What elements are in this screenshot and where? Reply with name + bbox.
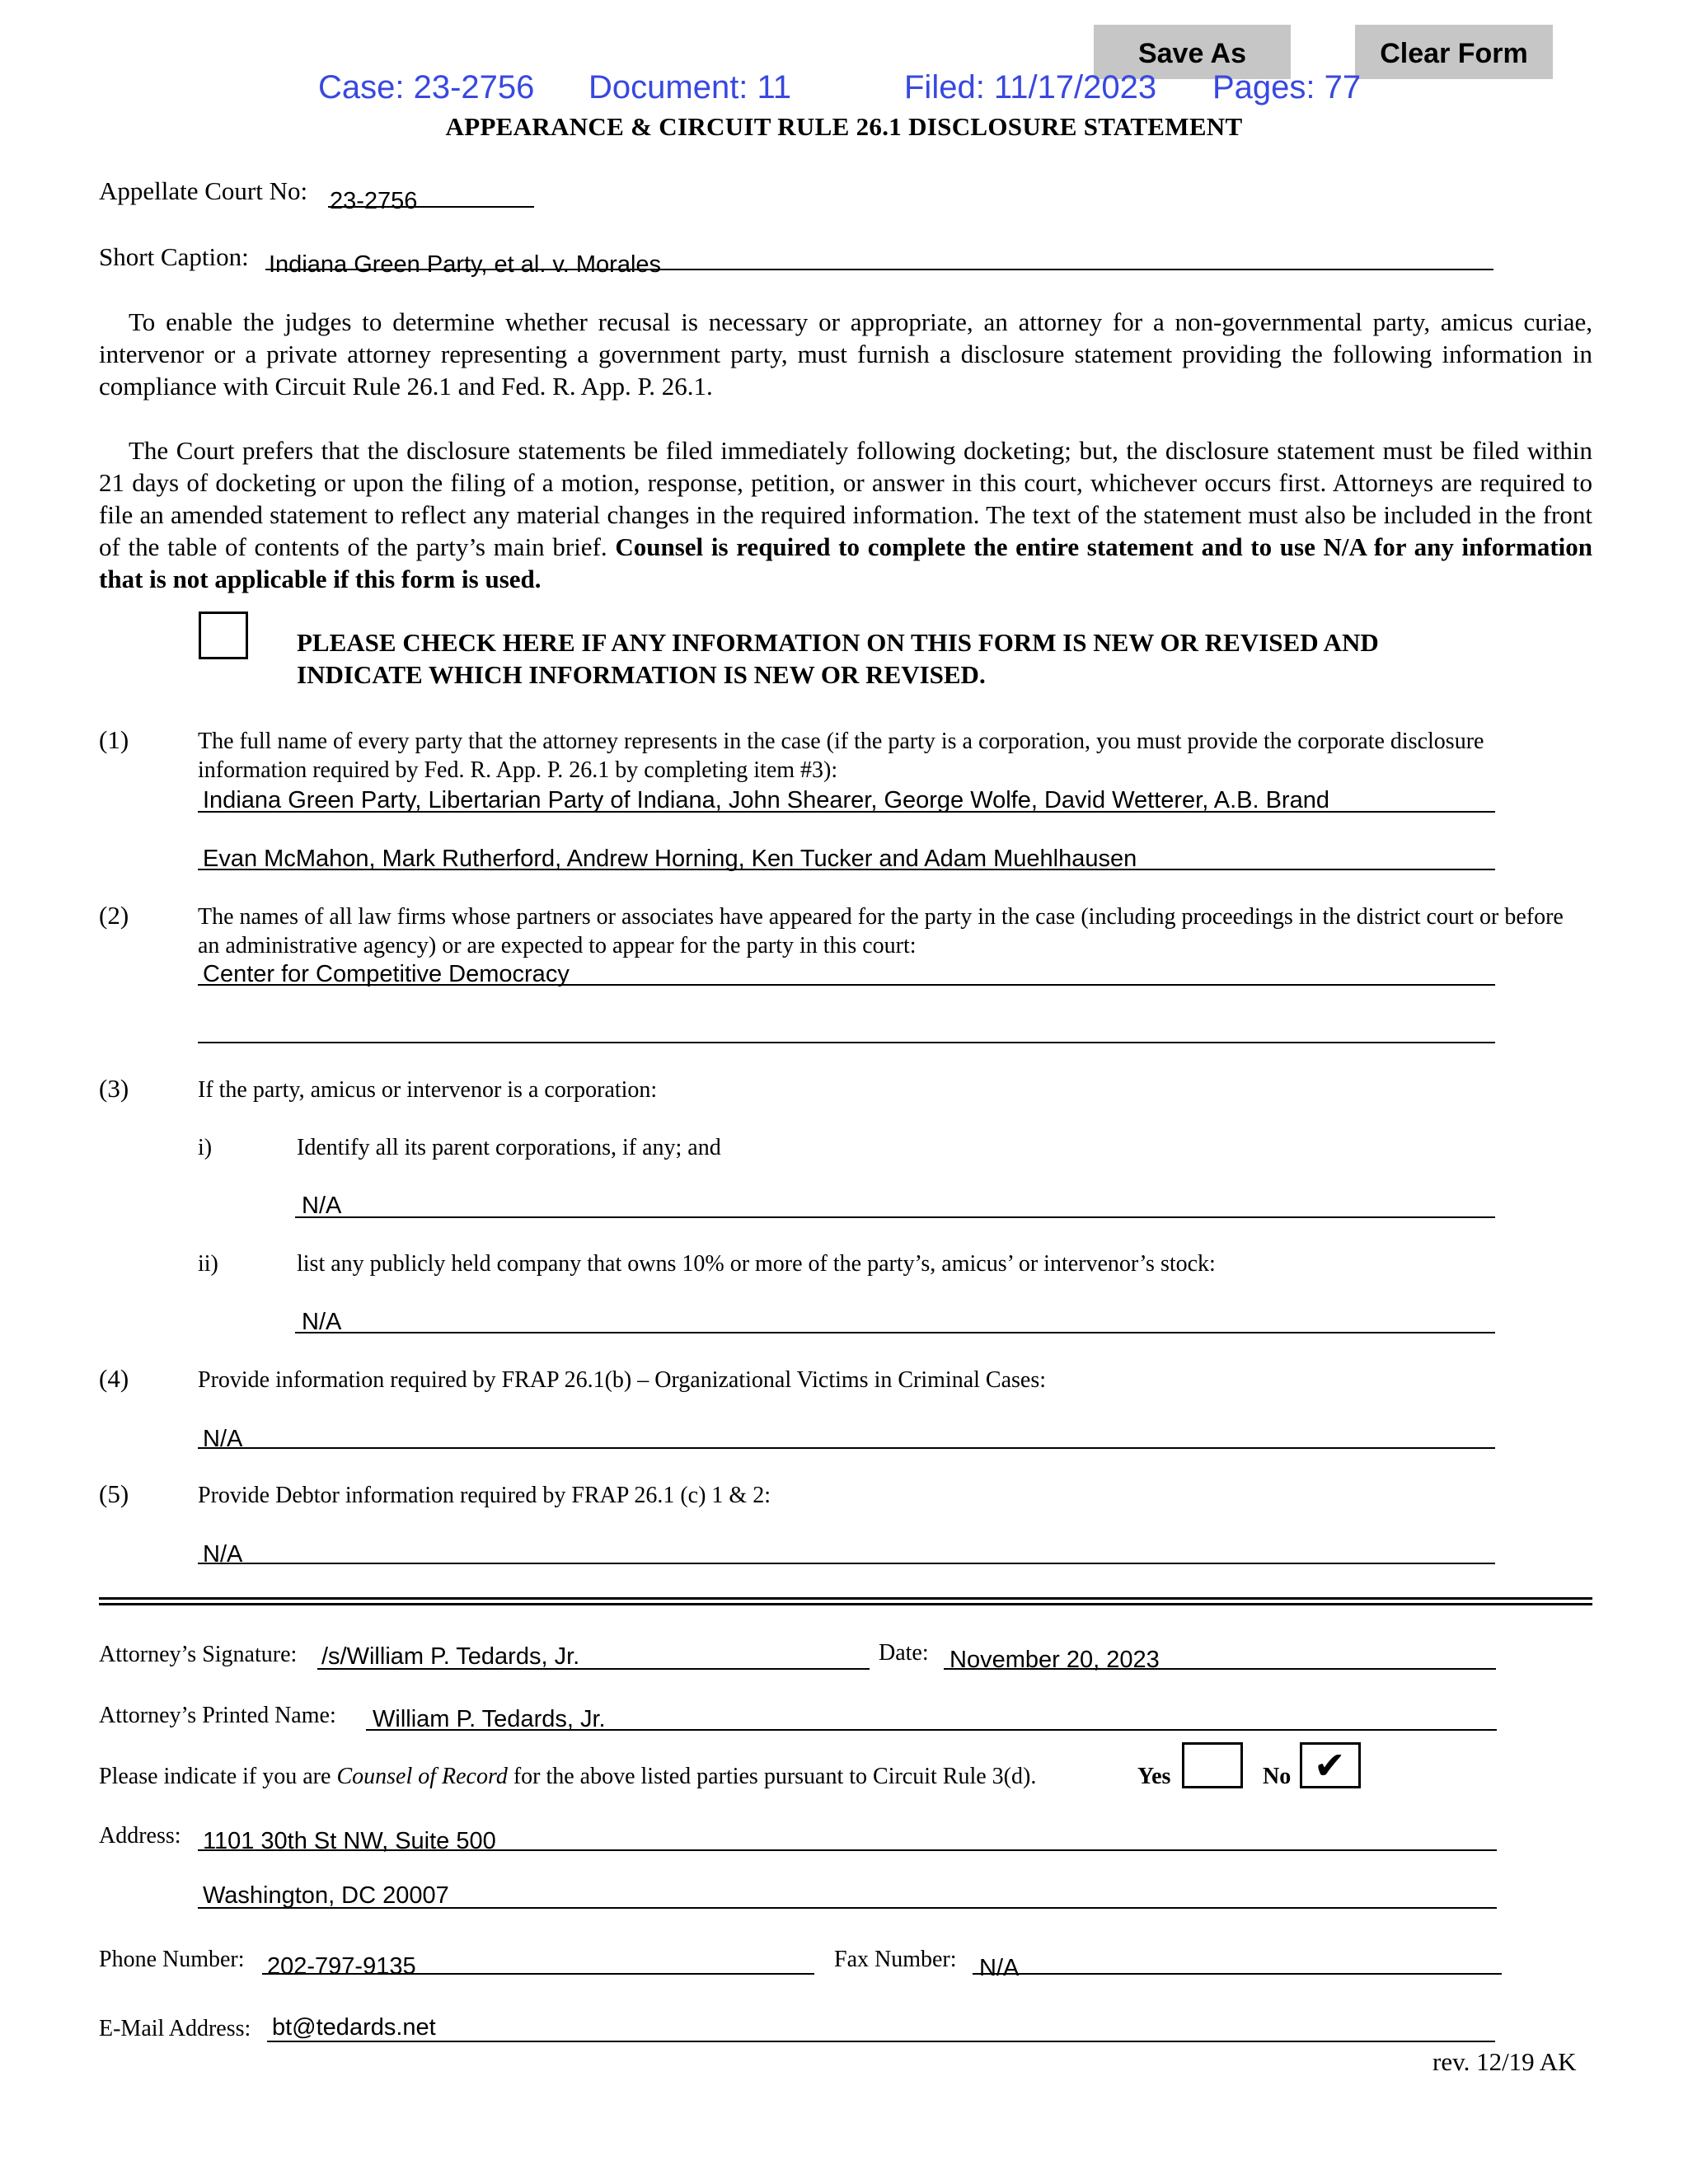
intro-paragraph-2-bold: Counsel is required to complete the entire statement and to use N/A for any information that is not applicable if this form is used. [99,532,1592,593]
revision-note: rev. 12/19 AK [1432,2047,1577,2076]
item-2-number: (2) [99,901,129,930]
email-line [267,2041,1495,2042]
item-3-number: (3) [99,1074,129,1103]
item-3-i-line [295,1216,1495,1218]
short-caption-field[interactable]: Indiana Green Party, et al. v. Morales [269,251,662,278]
phone-field[interactable]: 202-797-9135 [267,1953,416,1980]
item-2-text: The names of all law firms whose partners or associates have appeared for the party in the case (including proceedings in the district court or before an administrative agency) or are expected to appear for the party in this court: [198,904,1564,958]
item-5-text: Provide Debtor information required by FRAP 26.1 (c) 1 & 2: [198,1483,771,1508]
item-1-field-2[interactable]: Evan McMahon, Mark Rutherford, Andrew Horning, Ken Tucker and Adam Muehlhausen [203,846,1137,872]
item-4-text: Provide information required by FRAP 26.1(b) – Organizational Victims in Criminal Cases: [198,1367,1046,1393]
revised-statement-line-1: PLEASE CHECK HERE IF ANY INFORMATION ON THIS FORM IS NEW OR REVISED AND [297,628,1379,657]
item-3-i-field[interactable]: N/A [302,1193,342,1219]
phone-label: Phone Number: [99,1947,245,1972]
counsel-no-check-icon: ✔ [1314,1743,1346,1788]
item-3-ii-line [295,1332,1495,1333]
counsel-of-record-question [99,1764,1036,1790]
fax-field[interactable]: N/A [979,1955,1020,1981]
printed-name-label: Attorney’s Printed Name: [99,1703,336,1728]
appellate-court-label: Appellate Court No: [99,176,308,205]
address-field-1[interactable]: 1101 30th St NW, Suite 500 [203,1828,496,1854]
revised-checkbox[interactable] [199,612,248,659]
stamp-filed: Filed: 11/17/2023 [904,69,1157,105]
form-title: APPEARANCE & CIRCUIT RULE 26.1 DISCLOSURE STATEMENT [445,112,1243,141]
stamp-pages: Pages: 77 [1212,69,1362,105]
printed-name-field[interactable]: William P. Tedards, Jr. [373,1706,606,1732]
counsel-text-italic: Counsel of Record [336,1764,508,1789]
revised-statement [297,626,1379,691]
counsel-yes-checkbox[interactable] [1182,1742,1243,1788]
short-caption-label: Short Caption: [99,242,249,271]
intro-paragraph-2-text: The Court prefers that the disclosure statements be filed immediately following docketing; but, the disclosure statement must be filed within 21 days of docketing or upon the filing of a motion, response, petition, or answer in this court, whichever occurs first. Attorneys are required to file an amended statement to reflect any material changes in the required information. The text of the statement must also be included in the front of the table of contents of the party’s main brief. [99,436,1592,561]
email-field[interactable]: bt@tedards.net [272,2014,436,2041]
address-label: Address: [99,1823,181,1849]
item-5-field[interactable]: N/A [203,1541,243,1568]
fax-line [973,1973,1502,1975]
section-divider [99,1597,1592,1605]
item-1-number: (1) [99,725,129,754]
fax-label: Fax Number: [834,1947,957,1972]
item-3-text: If the party, amicus or intervenor is a corporation: [198,1077,658,1103]
item-2-field-1[interactable]: Center for Competitive Democracy [203,961,570,987]
item-4-field[interactable]: N/A [203,1426,243,1452]
item-5-number: (5) [99,1479,129,1508]
counsel-yes-label: Yes [1137,1764,1171,1789]
intro-paragraph-2 [99,434,1592,595]
item-4-number: (4) [99,1364,129,1393]
item-1-field-1[interactable]: Indiana Green Party, Libertarian Party of Indiana, John Shearer, George Wolfe, David Wetterer, A.B. Brand [203,787,1329,813]
signature-label: Attorney’s Signature: [99,1642,298,1667]
save-as-button[interactable]: Save As [1094,25,1291,79]
item-3-ii-number: ii) [198,1251,218,1277]
item-1-text: The full name of every party that the attorney represents in the case (if the party is a corporation, you must provide the corporate disclosure information required by Fed. R. App. P. 26.1 by completing item #3): [198,729,1484,783]
item-3-i-text: Identify all its parent corporations, if any; and [297,1135,721,1160]
date-label: Date: [879,1640,929,1666]
revised-statement-line-2: INDICATE WHICH INFORMATION IS NEW OR REVISED. [297,660,986,689]
item-5-line [198,1563,1495,1564]
address-field-2[interactable]: Washington, DC 20007 [203,1882,449,1909]
signature-field[interactable]: /s/William P. Tedards, Jr. [321,1643,580,1670]
counsel-text-after: for the above listed parties pursuant to Circuit Rule 3(d). [507,1764,1037,1789]
item-3-ii-text: list any publicly held company that owns 10% or more of the party’s, amicus’ or intervenor’s stock: [297,1251,1216,1277]
counsel-no-label: No [1263,1764,1292,1789]
intro-paragraph-1 [99,306,1592,402]
stamp-case: Case: 23-2756 [318,69,535,105]
counsel-no-checkbox[interactable] [1300,1742,1361,1788]
stamp-document: Document: 11 [588,69,792,105]
item-3-ii-field[interactable]: N/A [302,1309,342,1335]
counsel-text-before: Please indicate if you are [99,1764,337,1789]
item-4-line [198,1447,1495,1449]
item-2-line-2 [198,1042,1495,1043]
item-3-i-number: i) [198,1135,213,1160]
appellate-court-field[interactable]: 23-2756 [330,188,418,214]
clear-form-button[interactable]: Clear Form [1355,25,1553,79]
email-label: E-Mail Address: [99,2016,251,2041]
intro-paragraph-1-text: To enable the judges to determine whether recusal is necessary or appropriate, an attorney for a non-governmental party, amicus curiae, intervenor or a private attorney representing a government party, must furnish a disclosure statement providing the following information in compliance with Circuit Rule 26.1 and Fed. R. App. P. 26.1. [99,307,1592,401]
date-field[interactable]: November 20, 2023 [950,1647,1160,1673]
